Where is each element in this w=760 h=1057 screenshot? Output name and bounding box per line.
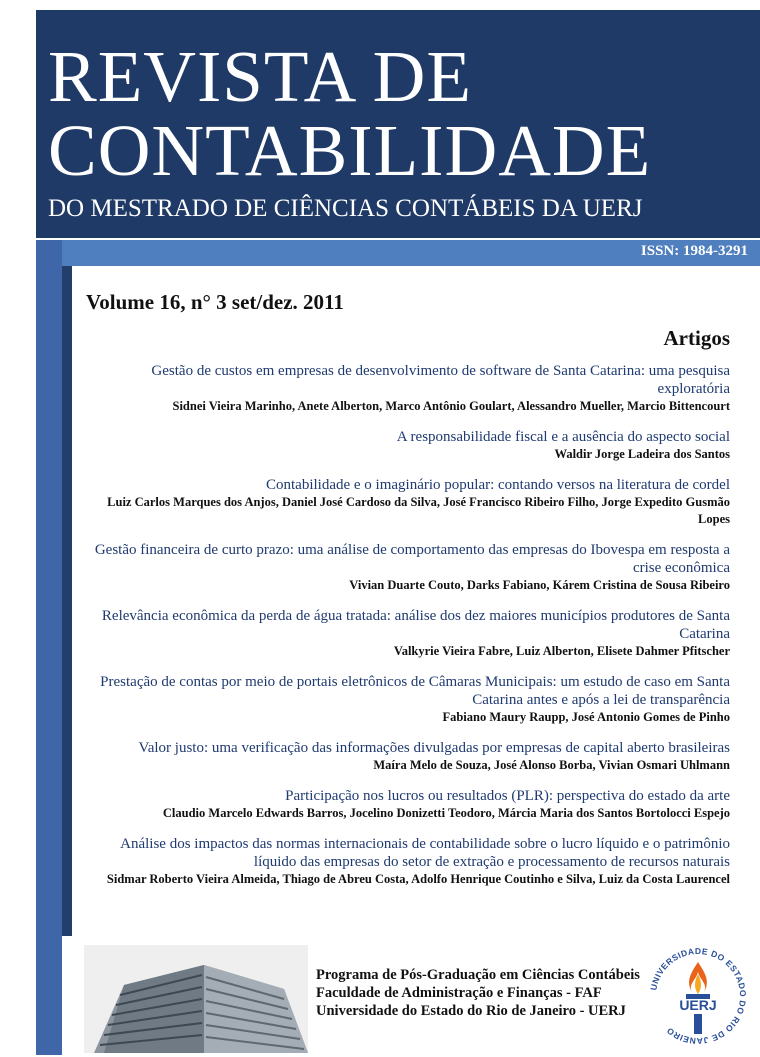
- article-authors: Fabiano Maury Raupp, José Antonio Gomes de Pinho: [442, 710, 730, 724]
- article-authors: Sidnei Vieira Marinho, Anete Alberton, Marco Antônio Goulart, Alessandro Mueller, Marcio Bittencourt: [172, 399, 730, 413]
- section-heading: Artigos: [663, 326, 730, 350]
- article-title[interactable]: Prestação de contas por meio de portais eletrônicos de Câmaras Municipais: um estudo de caso em Santa Catarina antes e após a lei de transparência: [100, 674, 730, 708]
- article-authors: Claudio Marcelo Edwards Barros, Jocelino Donizetti Teodoro, Márcia Maria dos Santos Bortolocci Espejo: [162, 806, 730, 820]
- article-title[interactable]: Contabilidade e o imaginário popular: contando versos na literatura de cordel: [265, 477, 730, 493]
- issn-bar: [36, 240, 760, 266]
- left-accent-strip: [36, 240, 62, 1055]
- article-authors: Luiz Carlos Marques dos Anjos, Daniel José Cardoso da Silva, José Francisco Ribeiro Filho, Jorge Expedito Gusmão Lopes: [107, 495, 730, 526]
- journal-title-line2: CONTABILIDADE: [48, 110, 652, 191]
- article-item[interactable]: [90, 739, 730, 774]
- journal-title-line1: REVISTA DE: [48, 36, 472, 117]
- article-item[interactable]: [90, 673, 730, 726]
- article-item[interactable]: [90, 476, 730, 528]
- article-title[interactable]: Análise dos impactos das normas internacionais de contabilidade sobre o lucro líquido e o patrimônio líquido das empresas do setor de extração e processamento de recursos naturais: [120, 836, 730, 870]
- article-title[interactable]: Valor justo: uma verificação das informações divulgadas por empresas de capital aberto brasileiras: [138, 740, 730, 756]
- article-authors: Vivian Duarte Couto, Darks Fabiano, Kárem Cristina de Sousa Ribeiro: [349, 578, 730, 592]
- journal-header: [36, 10, 760, 238]
- article-title[interactable]: A responsabilidade fiscal e a ausência do aspecto social: [396, 429, 730, 445]
- article-title[interactable]: Gestão financeira de curto prazo: uma análise de comportamento das empresas do Ibovespa em resposta a crise econômica: [94, 542, 730, 576]
- issn-label: ISSN: 1984-3291: [640, 243, 748, 259]
- journal-subtitle: DO MESTRADO DE CIÊNCIAS CONTÁBEIS DA UERJ: [48, 195, 643, 222]
- left-accent-strip-dark: [62, 266, 72, 936]
- footer-program: Programa de Pós-Graduação em Ciências Contábeis: [316, 967, 640, 983]
- article-item[interactable]: [90, 787, 730, 822]
- footer-institution: [316, 966, 640, 1020]
- logo-ring-text: UNIVERSIDADE DO ESTADO DO RIO DE JANEIRO: [648, 945, 749, 1047]
- article-title[interactable]: Relevância econômica da perda de água tratada: análise dos dez maiores municípios produtores de Santa Catarina: [101, 608, 730, 642]
- article-authors: Valkyrie Vieira Fabre, Luiz Alberton, Elisete Dahmer Pfitscher: [393, 644, 730, 658]
- article-title[interactable]: Participação nos lucros ou resultados (PLR): perspectiva do estado da arte: [285, 788, 730, 804]
- article-authors: Waldir Jorge Ladeira dos Santos: [554, 447, 730, 461]
- footer-faculty: Faculdade de Administração e Finanças - FAF: [316, 985, 602, 1001]
- article-list: [90, 362, 730, 901]
- article-item[interactable]: [90, 428, 730, 463]
- article-title[interactable]: Gestão de custos em empresas de desenvolvimento de software de Santa Catarina: uma pesquisa exploratória: [151, 363, 730, 397]
- article-item[interactable]: [90, 541, 730, 594]
- article-item[interactable]: [90, 835, 730, 888]
- footer-university: Universidade do Estado do Rio de Janeiro - UERJ: [316, 1003, 626, 1019]
- issue-volume: Volume 16, n° 3 set/dez. 2011: [86, 290, 344, 314]
- article-authors: Sidmar Roberto Vieira Almeida, Thiago de Abreu Costa, Adolfo Henrique Coutinho e Silva, Luiz da Costa Laurencel: [106, 872, 730, 886]
- uerj-logo: [642, 940, 754, 1052]
- article-item[interactable]: [90, 362, 730, 415]
- article-item[interactable]: [90, 607, 730, 660]
- building-photo: [84, 945, 308, 1053]
- building-photo-icon: [84, 945, 308, 1053]
- article-authors: Maíra Melo de Souza, José Alonso Borba, Vivian Osmari Uhlmann: [373, 758, 730, 772]
- logo-text: UERJ: [679, 997, 717, 1013]
